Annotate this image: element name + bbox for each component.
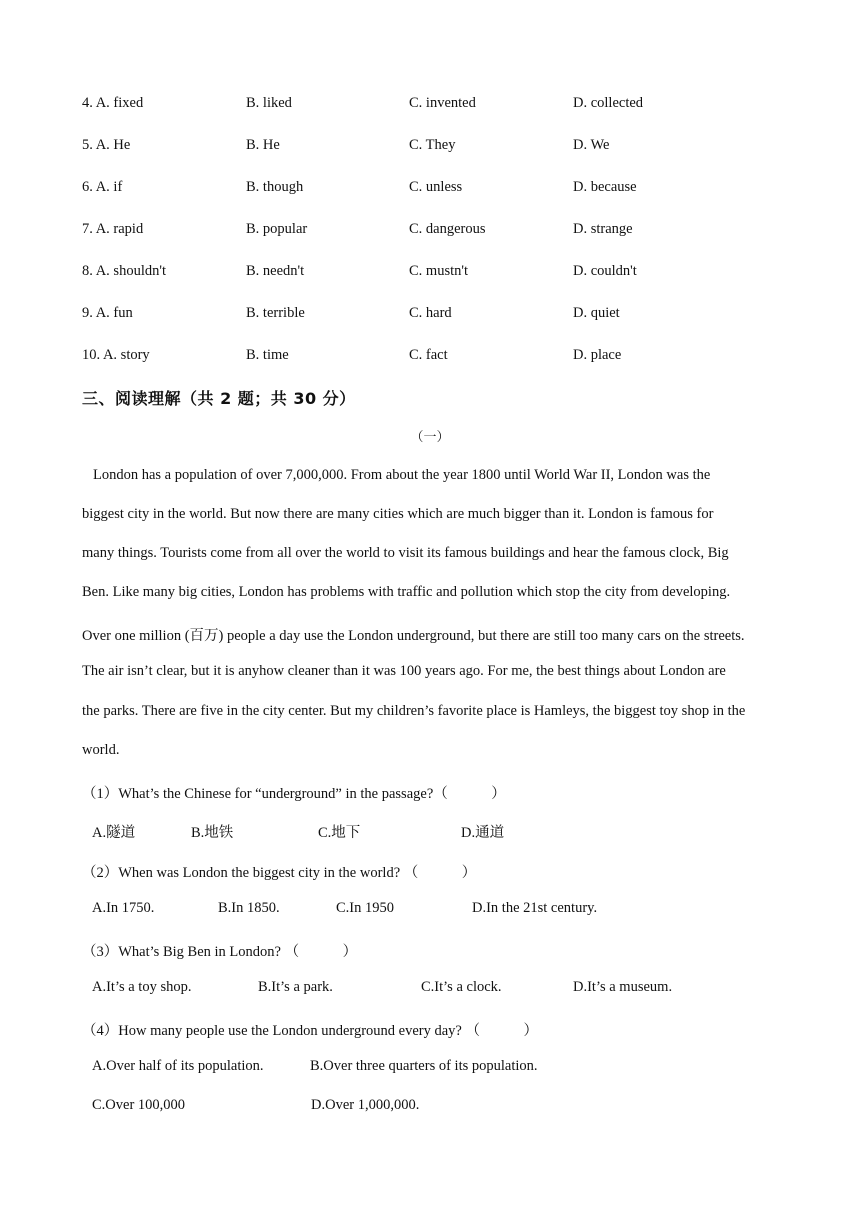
question-stem: （3）What’s Big Ben in London? （ ） xyxy=(82,944,358,960)
option-a: 9. A. fun xyxy=(82,305,133,321)
option-c: C. hard xyxy=(409,305,452,321)
question-stem: （4）How many people use the London underground every day? （ ） xyxy=(82,1023,538,1039)
answer-option: B.地铁 xyxy=(191,825,234,841)
option-b: B. though xyxy=(246,179,304,195)
passage-line: Over one million (百万) people a day use the London underground, but there are still too many cars on the streets. xyxy=(82,628,745,644)
passage-line: biggest city in the world. But now there are many cities which are much bigger than it. London is famous for xyxy=(82,506,714,522)
option-b: B. needn't xyxy=(246,263,305,279)
option-d: D. because xyxy=(573,179,637,195)
passage-line: The air isn’t clear, but it is anyhow cleaner than it was 100 years ago. For me, the best things about London are xyxy=(82,663,726,679)
passage-line: the parks. There are five in the city center. But my children’s favorite place is Hamleys, the biggest toy shop in the xyxy=(82,703,746,719)
question-stem: （2）When was London the biggest city in the world? （ ） xyxy=(82,865,477,881)
option-a: 8. A. shouldn't xyxy=(82,263,166,279)
answer-option: A.隧道 xyxy=(92,825,136,841)
passage-line: world. xyxy=(82,742,120,758)
option-c: C. invented xyxy=(409,95,476,111)
passage-line: London has a population of over 7,000,000. From about the year 1800 until World War II, London was the xyxy=(93,467,711,483)
answer-option: D.In the 21st century. xyxy=(472,900,598,916)
option-c: C. fact xyxy=(409,347,448,363)
passage-line: many things. Tourists come from all over the world to visit its famous buildings and hear the famous clock, Big xyxy=(82,545,729,561)
answer-option: B.Over three quarters of its population. xyxy=(310,1058,538,1074)
option-c: C. mustn't xyxy=(409,263,469,279)
answer-option: D.Over 1,000,000. xyxy=(311,1097,420,1113)
option-a: 10. A. story xyxy=(82,347,150,363)
answer-option: C.Over 100,000 xyxy=(92,1097,186,1113)
question-stem: （1）What’s the Chinese for “underground” in the passage?（ ） xyxy=(82,786,506,802)
option-d: D. collected xyxy=(573,95,644,111)
option-c: C. unless xyxy=(409,179,463,195)
option-d: D. couldn't xyxy=(573,263,637,279)
answer-option: D.通道 xyxy=(461,825,505,841)
option-a: 4. A. fixed xyxy=(82,95,144,111)
option-d: D. We xyxy=(573,137,610,153)
answer-option: D.It’s a museum. xyxy=(573,979,673,995)
option-b: B. popular xyxy=(246,221,308,237)
answer-option: C.In 1950 xyxy=(336,900,394,916)
answer-option: C.地下 xyxy=(318,825,361,841)
option-c: C. They xyxy=(409,137,456,153)
option-d: D. quiet xyxy=(573,305,620,321)
option-a: 5. A. He xyxy=(82,137,131,153)
answer-option: A.In 1750. xyxy=(92,900,155,916)
answer-option: A.It’s a toy shop. xyxy=(92,979,192,995)
passage-number: （一） xyxy=(410,430,450,445)
option-d: D. strange xyxy=(573,221,633,237)
answer-option: C.It’s a clock. xyxy=(421,979,502,995)
option-b: B. time xyxy=(246,347,289,363)
option-a: 7. A. rapid xyxy=(82,221,144,237)
answer-option: A.Over half of its population. xyxy=(92,1058,264,1074)
option-a: 6. A. if xyxy=(82,179,123,195)
passage-line: Ben. Like many big cities, London has problems with traffic and pollution which stop the city from developing. xyxy=(82,584,731,600)
option-c: C. dangerous xyxy=(409,221,486,237)
option-b: B. liked xyxy=(246,95,292,111)
answer-option: B.In 1850. xyxy=(218,900,280,916)
section-heading: 三、阅读理解（共 2 题；共 30 分） xyxy=(82,389,356,408)
answer-option: B.It’s a park. xyxy=(258,979,333,995)
option-b: B. He xyxy=(246,137,280,153)
option-d: D. place xyxy=(573,347,622,363)
option-b: B. terrible xyxy=(246,305,305,321)
